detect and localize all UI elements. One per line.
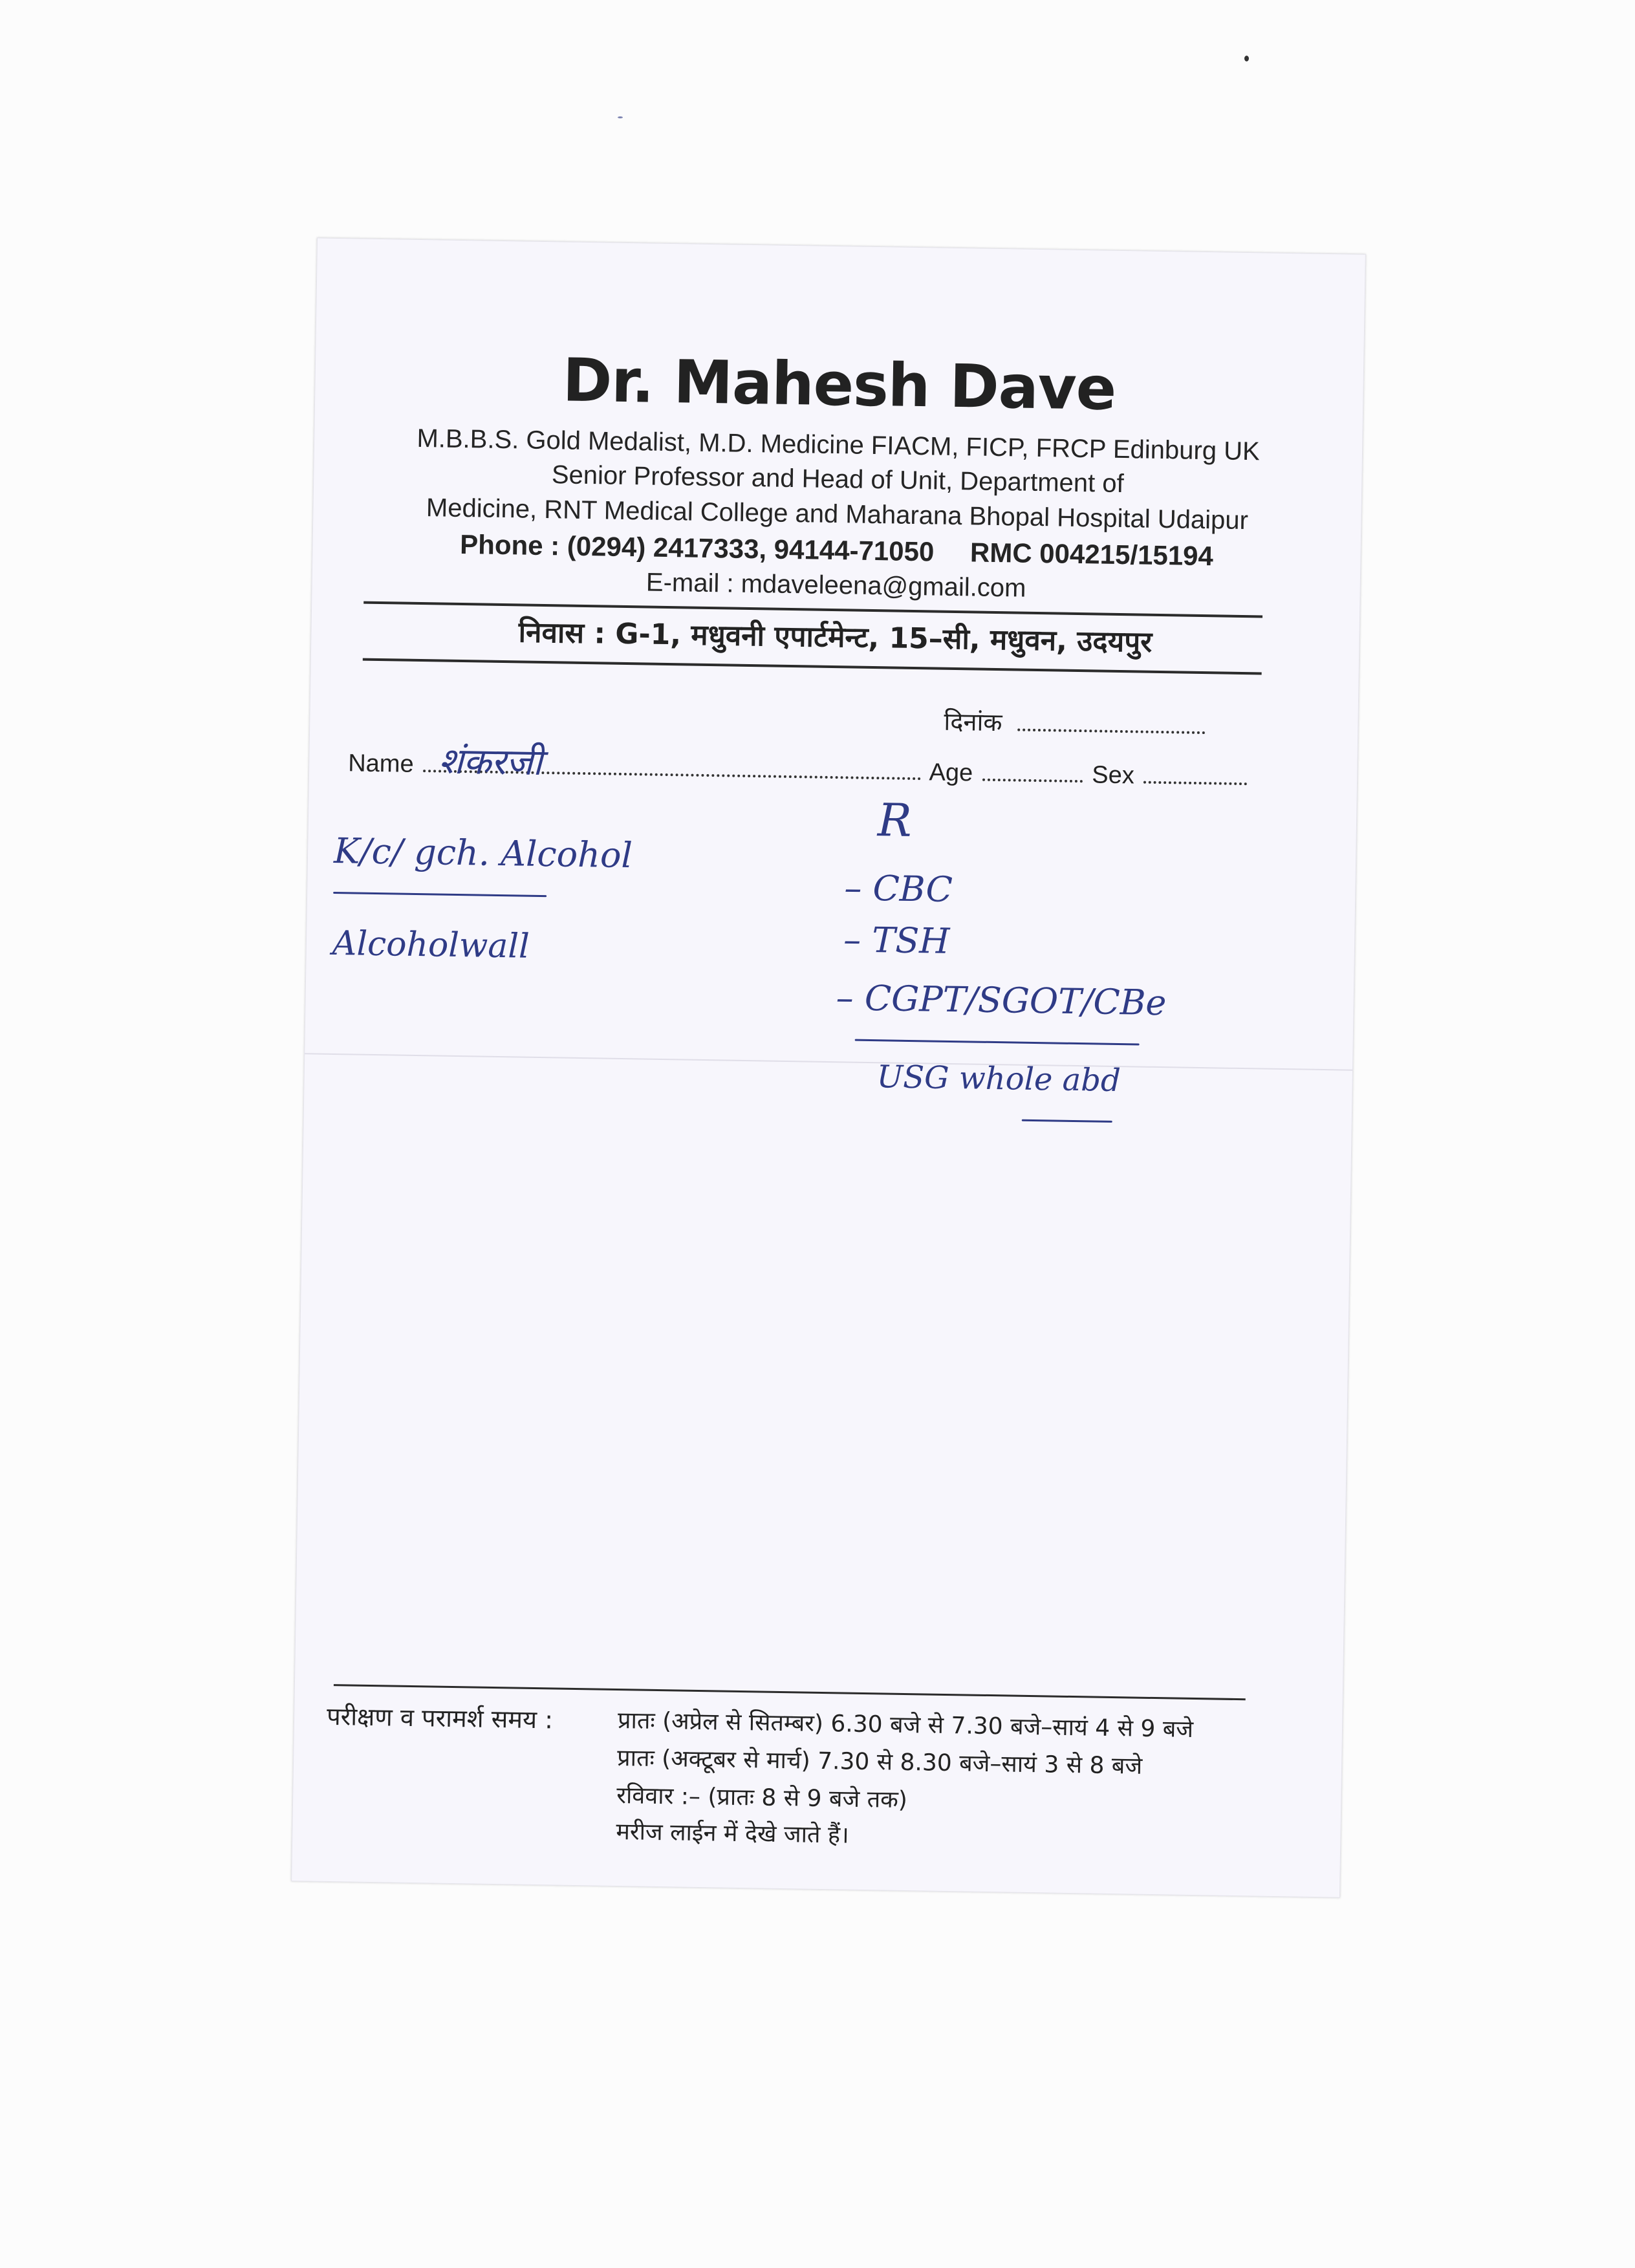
phone-number: Phone : (0294) 2417333, 94144-71050 <box>459 528 935 567</box>
dust-speck <box>1244 56 1249 61</box>
test-usg: USG whole abd <box>876 1059 1121 1099</box>
divider <box>363 658 1262 675</box>
test-cbc: – CBC <box>843 867 953 910</box>
sex-label: Sex <box>1091 761 1135 790</box>
residence-address: निवास : G-1, मधुवनी एपार्टमेन्ट, 15–सी, मधुवन, उदयपुर <box>518 616 1153 659</box>
queue-note: मरीज लाईन में देखे जाते हैं। <box>616 1818 849 1849</box>
name-label: Name <box>347 750 414 778</box>
position-line-1: Senior Professor and Head of Unit, Department of <box>551 460 1125 499</box>
date-field <box>944 704 1206 742</box>
underline <box>1022 1119 1112 1123</box>
date-label: दिनांक <box>944 707 1002 737</box>
paper-fold <box>305 1053 1352 1070</box>
dust-speck <box>618 116 623 118</box>
age-label: Age <box>929 759 973 787</box>
footer-divider <box>334 1684 1246 1700</box>
patient-name-handwritten: शंकरजी <box>438 740 543 784</box>
prescription-sheet <box>291 237 1366 1897</box>
consultation-hours-winter: प्रातः (अक्टूबर से मार्च) 7.30 से 8.30 बजे–सायं 3 से 8 बजे <box>616 1745 1143 1780</box>
position-line-2: Medicine, RNT Medical College and Maharana Bhopal Hospital Udaipur <box>426 493 1249 535</box>
age-dots <box>982 779 1083 783</box>
qualifications: M.B.B.S. Gold Medalist, M.D. Medicine FIACM, FICP, FRCP Edinburg UK <box>417 424 1261 466</box>
history-note-2: Alcoholwall <box>332 923 530 966</box>
test-liver-kidney: – CGPT/SGOT/CBe <box>836 977 1167 1024</box>
history-note: K/c/ gch. Alcohol <box>333 830 633 876</box>
sex-dots <box>1143 781 1247 786</box>
underline <box>333 892 547 897</box>
doctor-name: Dr. Mahesh Dave <box>562 345 1116 424</box>
test-tsh: – TSH <box>843 919 950 962</box>
consultation-hours-sunday: रविवार :– (प्रातः 8 से 9 बजे तक) <box>616 1782 908 1814</box>
date-dots <box>1017 729 1205 735</box>
rx-symbol: R <box>877 794 913 847</box>
consultation-hours-summer: प्रातः (अप्रेल से सितम्बर) 6.30 बजे से 7.30 बजे–सायं 4 से 9 बजे <box>617 1707 1194 1743</box>
email: E-mail : mdaveleena@gmail.com <box>645 568 1026 603</box>
underline <box>855 1039 1140 1046</box>
rmc-number: RMC 004215/15194 <box>969 537 1214 572</box>
consultation-hours-label: परीक्षण व परामर्श समय : <box>326 1701 554 1734</box>
